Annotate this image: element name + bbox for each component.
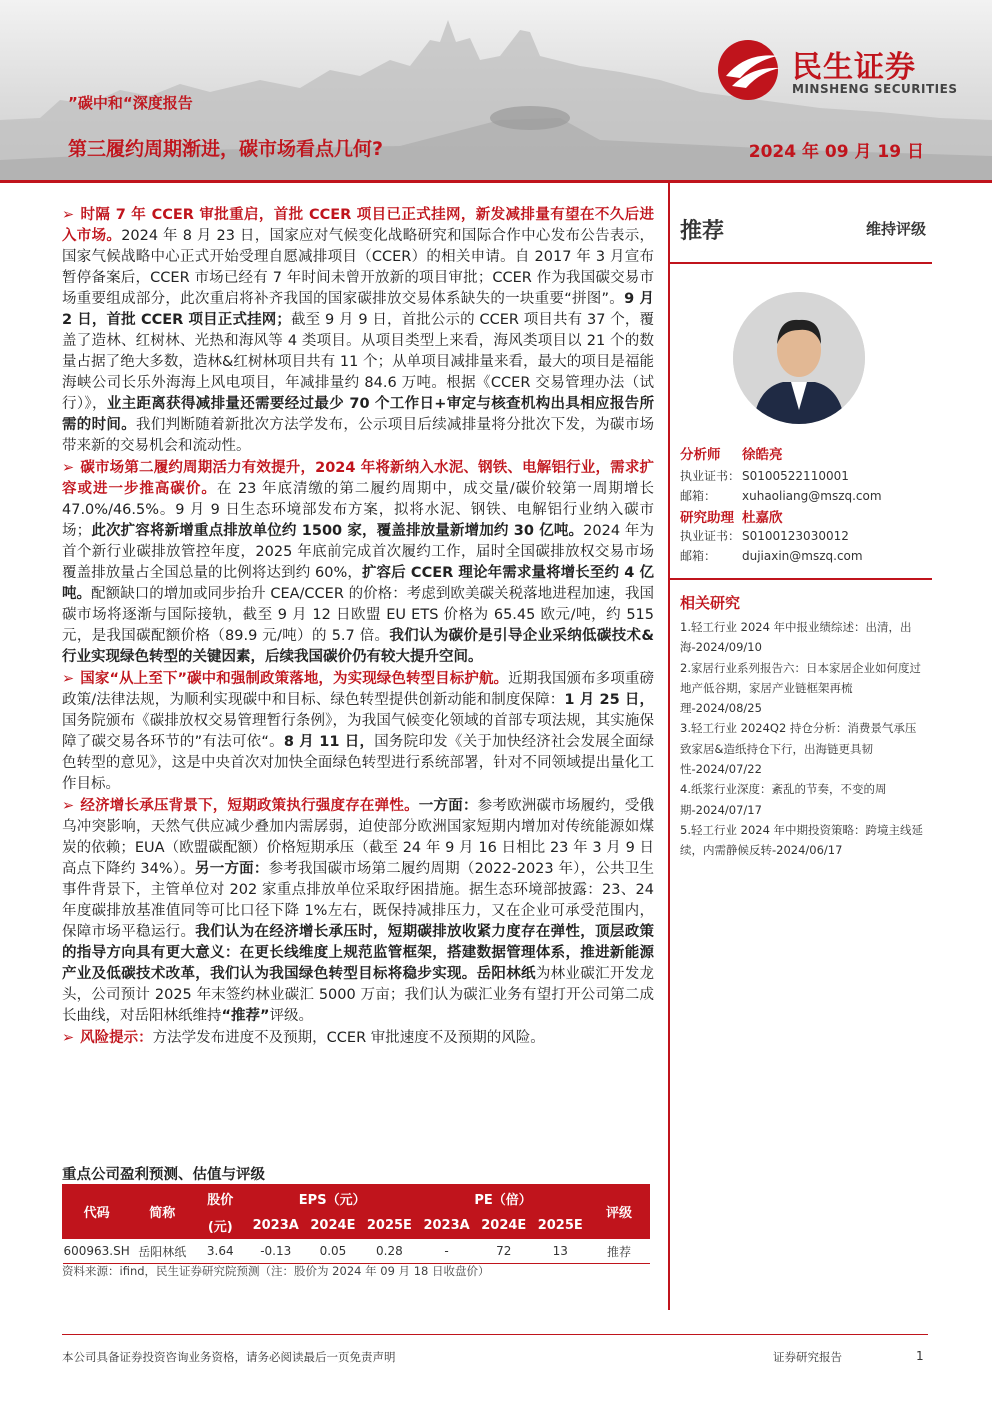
forecast-table	[62, 1184, 650, 1264]
bullet-ccer	[62, 205, 654, 457]
text-run: 2024 年为首个新行业碳排放管控年度，2025 年底前完成首次履约工作，届时全国碳排放权交易市场覆盖排放量占全国总量的比例将达到约 60%，	[62, 523, 655, 581]
related-item[interactable]: 4.纸浆行业深度：紊乱的节奏，不变的周期-2024/07/17	[680, 782, 887, 817]
related-item[interactable]: 1.轻工行业 2024 年中报业绩综述：出清，出海-2024/09/10	[680, 620, 912, 655]
col-rating: 评级	[589, 1185, 650, 1239]
footer-report-type: 证券研究报告	[773, 1350, 842, 1364]
bullet-marker-icon: ➢	[62, 1030, 75, 1046]
bullet-second-cycle	[62, 458, 654, 668]
assistant-label: 研究助理	[680, 510, 734, 526]
rating-row	[680, 214, 926, 246]
summary-body	[62, 205, 654, 1050]
cert-label: 执业证书：	[680, 529, 741, 543]
logo-text-cn: 民生证券	[792, 50, 916, 85]
analyst-photo	[733, 292, 865, 424]
bullet-marker-icon: ➢	[62, 207, 75, 223]
column-divider	[668, 180, 670, 1310]
table-row	[63, 1239, 650, 1264]
text-run: 此次扩容将新增重点排放单位约 1500 家，覆盖排放量新增加约 30 亿吨。	[91, 523, 584, 539]
bullet-policy	[62, 669, 654, 795]
cell-rating: 推荐	[589, 1239, 650, 1264]
analyst-email[interactable]: xuhaoliang@mszq.com	[742, 489, 882, 503]
text-run: 时隔 7 年 CCER 审批重启，首批 CCER 项目已正式挂网，新发减排量有望在不久后进入市场。	[62, 207, 654, 244]
cell-pe: 13	[532, 1239, 588, 1264]
cell-pe: -	[418, 1239, 476, 1264]
header-banner	[0, 0, 992, 180]
bullet-economy	[62, 796, 654, 1027]
page-number: 1	[916, 1349, 924, 1363]
col-year: 2024E	[305, 1212, 361, 1239]
assistant-cert: S0100123030012	[742, 529, 849, 543]
text-run: 碳市场第二履约周期活力有效提升，2024 年将新纳入水泥、钢铁、电解铝行业，需求扩容或进一步推高碳价。	[62, 460, 654, 497]
report-date: 2024 年 09 月 19 日	[748, 142, 924, 162]
text-run: 国务院印发《关于加快经济社会发展全面绿色转型的意见》，这是中央首次对加快全面绿色转型进行系统部署，针对不同领域提出量化工作目标。	[62, 734, 654, 792]
rating-divider	[670, 262, 932, 264]
assistant-email-row	[680, 547, 863, 564]
cell-pe: 72	[476, 1239, 532, 1264]
analyst-cert: S0100522110001	[742, 469, 849, 483]
text-run: 9 月 2 日，首批 CCER 项目正式挂网；	[62, 291, 654, 328]
assistant-email[interactable]: dujiaxin@mszq.com	[742, 549, 863, 563]
header-divider	[0, 180, 992, 183]
cell-code: 600963.SH	[63, 1239, 131, 1264]
text-run: 风险提示：	[80, 1030, 153, 1046]
text-run: 1 月 25 日，	[564, 692, 654, 708]
text-run: 在 23 年底清缴的第二履约周期中，成交量/碳价较第一周期增长 47.0%/46.5%。9 月 9 日生态环境部发布方案，拟将水泥、钢铁、电解铝行业纳入碳市场；	[62, 481, 654, 539]
footer-disclaimer: 本公司具备证券投资咨询业务资格，请务必阅读最后一页免责声明	[62, 1350, 396, 1364]
col-price: 股价	[194, 1185, 247, 1212]
text-run: 参考我国碳市场第二履约周期（2022-2023 年），公共卫生事件背景下，主管单位对 202 家重点排放单位采取纾困措施。据生态环境部披露：23、24 年度碳排放基准值同等可比口径下降 1%左右，既保持减排压力，又在企业可承受范围内，保障市场平稳运行。	[62, 861, 654, 940]
col-year: 2024E	[476, 1212, 532, 1239]
related-item[interactable]: 3.轻工行业 2024Q2 持仓分析：消费景气承压致家居&造纸持仓下行，出海链更具韧性-2024/07/22	[680, 721, 917, 777]
bullet-marker-icon: ➢	[62, 798, 75, 814]
text-run: “推荐”	[221, 1008, 270, 1024]
assistant-cert-row	[680, 527, 849, 544]
text-run: 我们认为碳价是引导企业采纳低碳技术&行业实现绿色转型的关键因素，后续我国碳价仍有较大提升空间。	[62, 628, 654, 665]
report-title: 第三履约周期渐进，碳市场看点几何?	[68, 138, 384, 160]
assistant-row	[680, 506, 783, 526]
analyst-row	[680, 443, 783, 463]
assistant-name: 杜嘉欣	[742, 510, 783, 526]
text-run: 扩容后 CCER 理论年需求量将增长至约 4 亿吨。	[62, 565, 654, 602]
forecast-table-title: 重点公司盈利预测、估值与评级	[62, 1167, 265, 1183]
cell-eps: -0.13	[247, 1239, 305, 1264]
analyst-email-row	[680, 487, 882, 504]
col-year: 2025E	[361, 1212, 417, 1239]
text-run: 我们认为在经济增长承压时，短期碳排放收紧力度存在弹性，顶层政策的指导方向具有更大意义：在更长线维度上规范监管框架，搭建数据管理体系，推进新能源产业及低碳技术改革，我们认为我国绿色转型目标将稳步实现。	[62, 924, 655, 982]
cell-price: 3.64	[194, 1239, 247, 1264]
related-research-list	[680, 617, 926, 861]
text-run: 配额缺口的增加或同步抬升 CEA/CCER 的价格：考虑到欧美碳关税落地进程加速，我国碳市场将逐渐与国际接轨，截至 9 月 12 日欧盟 EU ETS 价格为 65.45 欧元/吨，约 515 元，是我国碳配额价格（89.9 元/吨）的 5.7 倍。	[62, 586, 655, 644]
text-run: 国务院颁布《碳排放权交易管理暂行条例》，为我国气候变化领域的首部专项法规，其实施保障了碳交易各环节的”有法可依“。	[62, 713, 654, 750]
text-run: 近期我国颁布多项重磅政策/法律法规，为顺利实现碳中和目标、绿色转型提供创新动能和制度保障：	[62, 671, 655, 708]
text-run: 业主距离获得减排量还需要经过最少 70 个工作日+审定与核查机构出具相应报告所需的时间。	[62, 396, 655, 433]
text-run: 截至 9 月 9 日，首批公示的 CCER 项目共有 37 个，覆盖了造林、红树林、光热和海风等 4 类项目。从项目类型上来看，海风类项目以 21 个的数量占据了绝大多数，造林&红树林项目共有 11 个；从单项目减排量来看，最大的项目是福能海峡公司长乐外海海上风电项目，年减排量约 84.6 万吨。根据《CCER 交易管理办法（试行）》，	[62, 312, 654, 412]
mail-label: 邮箱：	[680, 549, 717, 563]
col-eps: EPS（元）	[247, 1185, 418, 1212]
analyst-label: 分析师	[680, 447, 721, 463]
analyst-portrait-icon	[733, 292, 865, 424]
text-run: 8 月 11 日，	[283, 734, 375, 750]
analyst-cert-row	[680, 467, 849, 484]
logo-text-en: MINSHENG SECURITIES	[792, 82, 958, 96]
col-pe: PE（倍）	[418, 1185, 589, 1212]
rating: 推荐	[680, 219, 725, 244]
cell-eps: 0.05	[305, 1239, 361, 1264]
cert-label: 执业证书：	[680, 469, 741, 483]
rating-note: 维持评级	[865, 220, 926, 238]
related-divider	[670, 578, 932, 580]
text-run: 方法学发布进度不及预期，CCER 审批速度不及预期的风险。	[152, 1030, 545, 1046]
report-series: ”碳中和“深度报告	[68, 94, 193, 112]
bullet-risk	[62, 1028, 654, 1049]
col-year: 2025E	[532, 1212, 588, 1239]
mail-label: 邮箱：	[680, 489, 717, 503]
text-run: 为林业碳汇开发龙头，公司预计 2025 年末签约林业碳汇 5000 万亩；我们认为碳汇业务有望打开公司第二成长曲线，对岳阳林纸维持	[62, 966, 655, 1024]
text-run: 国家“从上至下”碳中和强制政策落地，为实现绿色转型目标护航。	[80, 671, 509, 687]
text-run: 一方面：	[418, 798, 478, 814]
minsheng-logo	[716, 38, 966, 102]
bullet-marker-icon: ➢	[62, 671, 75, 687]
footer-divider	[62, 1334, 928, 1335]
col-name: 简称	[131, 1185, 194, 1239]
text-run: 评级。	[269, 1008, 314, 1024]
text-run: 岳阳林纸	[476, 966, 536, 982]
text-run: 另一方面：	[195, 861, 269, 877]
col-price-unit: (元)	[194, 1212, 247, 1239]
text-run: 参考欧洲碳市场履约，受俄乌冲突影响，天然气供应减少叠加内需孱弱，迫使部分欧洲国家短期内增加对传统能源如煤炭的依赖；EUA（欧盟碳配额）价格短期承压（截至 24 年 9 月 16 日相比 23 年 3 月 9 日高点下降约 34%）。	[62, 798, 655, 877]
cell-name: 岳阳林纸	[131, 1239, 194, 1264]
related-item[interactable]: 5.轻工行业 2024 年中期投资策略：跨境主线延续，内需静候反转-2024/06/17	[680, 822, 924, 858]
text-run: 经济增长承压背景下，短期政策执行强度存在弹性。	[80, 798, 419, 814]
text-run: 2024 年 8 月 23 日，国家应对气候变化战略研究和国际合作中心发布公告表示，国家气候战略中心正式开始受理自愿减排项目（CCER）的相关申请。自 2017 年 3 月宣布暂停备案后，CCER 市场已经有 7 年时间未曾开放新的项目审批；CCER 作为我国碳交易市场重要组成部分，此次重启将补齐我国的国家碳排放交易体系缺失的一块重要“拼图”。	[62, 228, 655, 307]
related-research-title: 相关研究	[680, 594, 741, 612]
col-year: 2023A	[418, 1212, 476, 1239]
col-code: 代码	[63, 1185, 131, 1239]
col-year: 2023A	[247, 1212, 305, 1239]
logo-mark-icon	[716, 38, 786, 102]
table-source: 资料来源：ifind，民生证券研究院预测（注：股价为 2024 年 09 月 18 日收盘价）	[62, 1264, 490, 1278]
text-run: 我们判断随着新批次方法学发布，公示项目后续减排量将分批次下发，为碳市场带来新的交易机会和流动性。	[62, 417, 655, 454]
analyst-name: 徐皓亮	[742, 447, 783, 463]
bullet-marker-icon: ➢	[62, 460, 75, 476]
related-item[interactable]: 2.家居行业系列报告六：日本家居企业如何度过地产低谷期，家居产业链框架再梳理-2024/08/25	[680, 660, 921, 716]
cell-eps: 0.28	[361, 1239, 417, 1264]
